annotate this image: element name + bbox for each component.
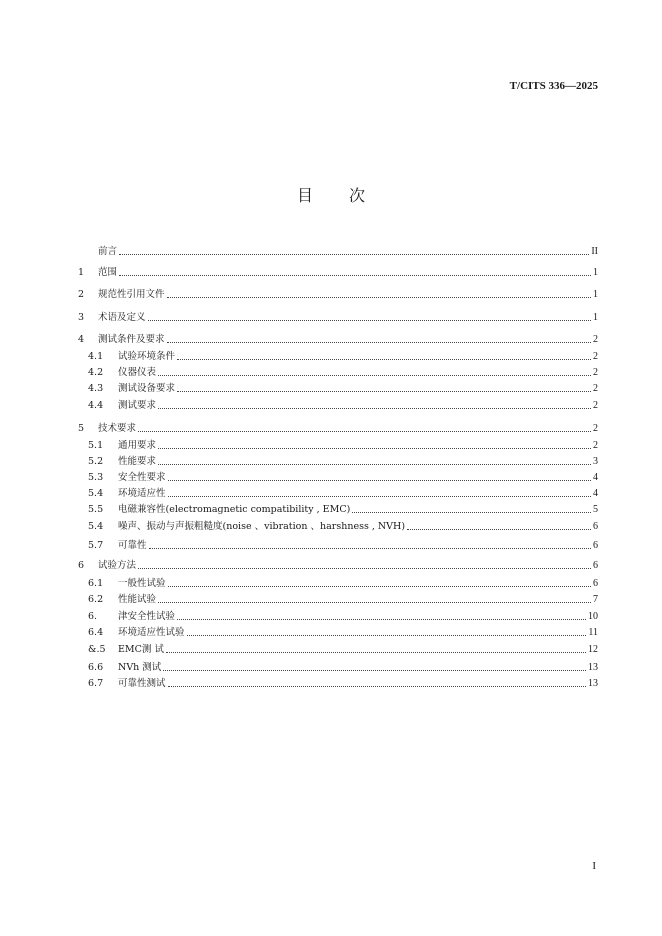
toc-entry[interactable] bbox=[78, 244, 598, 258]
toc-entry[interactable] bbox=[88, 676, 598, 690]
toc-leader-dots bbox=[168, 686, 586, 687]
toc-leader-dots bbox=[138, 431, 591, 432]
toc-leader-dots bbox=[177, 619, 586, 620]
toc-entry-page: 2 bbox=[593, 440, 598, 451]
toc-entry-label: 噪声、振动与声振粗糙度(noise 、vibration 、harshness , NVH) bbox=[118, 521, 406, 532]
toc-entry[interactable] bbox=[88, 642, 598, 656]
toc-entry-number: 5.7 bbox=[88, 540, 104, 551]
toc-entry-page: II bbox=[591, 246, 598, 257]
toc-entry-number: 2 bbox=[78, 289, 85, 300]
toc-leader-dots bbox=[138, 568, 591, 569]
toc-entry[interactable] bbox=[88, 381, 598, 395]
toc-entry-label: 环境适应性 bbox=[118, 488, 166, 499]
toc-entry[interactable] bbox=[88, 349, 598, 363]
toc-entry[interactable] bbox=[88, 625, 598, 639]
toc-leader-dots bbox=[158, 375, 591, 376]
toc-entry-label: 测试设备要求 bbox=[118, 383, 176, 394]
toc-entry[interactable] bbox=[88, 486, 598, 500]
toc-entry-number: 4.3 bbox=[88, 383, 104, 394]
toc-entry-number: 5.5 bbox=[88, 504, 104, 515]
toc-entry-number: 6.4 bbox=[88, 627, 104, 638]
toc-entry-label: 仪器仪表 bbox=[118, 367, 157, 378]
toc-entry-page: 1 bbox=[593, 289, 598, 300]
toc-entry-page: 4 bbox=[593, 488, 598, 499]
toc-leader-dots bbox=[168, 496, 591, 497]
toc-entry-number: 5.4 bbox=[88, 521, 104, 532]
toc-entry-number: 5 bbox=[78, 423, 85, 434]
toc-leader-dots bbox=[119, 275, 591, 276]
toc-leader-dots bbox=[177, 391, 591, 392]
toc-leader-dots bbox=[158, 464, 591, 465]
toc-leader-dots bbox=[158, 408, 591, 409]
toc-entry-number: 6.7 bbox=[88, 678, 104, 689]
toc-entry-label: 范围 bbox=[98, 267, 118, 278]
toc-entry-number: 5.4 bbox=[88, 488, 104, 499]
toc-entry[interactable] bbox=[78, 287, 598, 301]
toc-entry-label: 术语及定义 bbox=[98, 312, 146, 323]
toc-entry[interactable] bbox=[88, 365, 598, 379]
toc-entry-number: 4.1 bbox=[88, 351, 104, 362]
toc-entry-number: 5.2 bbox=[88, 456, 104, 467]
toc-entry-page: 2 bbox=[593, 367, 598, 378]
toc-entry-label: 测试条件及要求 bbox=[98, 334, 165, 345]
toc-title-char-2: 次 bbox=[349, 186, 366, 205]
page-number: I bbox=[592, 860, 596, 872]
toc-entry-number: 6 bbox=[78, 560, 85, 571]
toc-entry-page: 11 bbox=[588, 627, 598, 638]
toc-leader-dots bbox=[167, 297, 591, 298]
toc-entry-number: 3 bbox=[78, 312, 85, 323]
toc-entry[interactable] bbox=[88, 519, 598, 533]
toc-entry-page: 6 bbox=[593, 578, 598, 589]
toc-entry-label: 技术要求 bbox=[98, 423, 137, 434]
toc-entry[interactable] bbox=[88, 454, 598, 468]
toc-entry[interactable] bbox=[78, 265, 598, 279]
toc-entry-label: 可靠性 bbox=[118, 540, 147, 551]
toc-entry-page: 13 bbox=[588, 662, 598, 673]
toc-entry-number: 4.4 bbox=[88, 400, 104, 411]
toc-entry-label: 试验环境条件 bbox=[118, 351, 176, 362]
toc-entry-page: 7 bbox=[593, 594, 598, 605]
toc-entry[interactable] bbox=[78, 421, 598, 435]
toc-leader-dots bbox=[166, 652, 586, 653]
toc-entry[interactable] bbox=[88, 502, 598, 516]
toc-entry[interactable] bbox=[88, 576, 598, 590]
toc-entry[interactable] bbox=[88, 592, 598, 606]
toc-leader-dots bbox=[149, 548, 591, 549]
toc-leader-dots bbox=[167, 342, 591, 343]
toc-entry-page: 10 bbox=[588, 611, 598, 622]
toc-entry[interactable] bbox=[78, 310, 598, 324]
toc-title bbox=[0, 183, 662, 206]
toc-leader-dots bbox=[407, 529, 591, 530]
toc-entry-page: 2 bbox=[593, 400, 598, 411]
toc-entry-page: 2 bbox=[593, 351, 598, 362]
toc-entry-label: 电磁兼容性(electromagnetic compatibility , EMC) bbox=[118, 504, 351, 515]
toc-entry[interactable] bbox=[88, 538, 598, 552]
toc-entry-page: 6 bbox=[593, 540, 598, 551]
toc-entry-page: 2 bbox=[593, 423, 598, 434]
toc-entry-number: 6.1 bbox=[88, 578, 104, 589]
toc-entry[interactable] bbox=[88, 609, 598, 623]
toc-leader-dots bbox=[163, 670, 586, 671]
toc-entry[interactable] bbox=[88, 438, 598, 452]
toc-entry[interactable] bbox=[88, 398, 598, 412]
toc-entry-label: 通用要求 bbox=[118, 440, 157, 451]
standard-number: T/CITS 336—2025 bbox=[509, 80, 598, 92]
toc-entry-number: 6.2 bbox=[88, 594, 104, 605]
toc-entry-page: 1 bbox=[593, 267, 598, 278]
toc-leader-dots bbox=[158, 602, 591, 603]
toc-entry[interactable] bbox=[88, 470, 598, 484]
toc-entry-label: 测试要求 bbox=[118, 400, 157, 411]
toc-leader-dots bbox=[158, 448, 591, 449]
toc-entry-number: 4 bbox=[78, 334, 85, 345]
toc-entry-page: 6 bbox=[593, 560, 598, 571]
toc-entry-label: 性能试验 bbox=[118, 594, 157, 605]
toc-leader-dots bbox=[352, 512, 591, 513]
toc-entry[interactable] bbox=[78, 558, 598, 572]
toc-entry-page: 1 bbox=[593, 312, 598, 323]
toc-entry-label: 规范性引用文件 bbox=[98, 289, 165, 300]
toc-entry-page: 5 bbox=[593, 504, 598, 515]
toc-entry-number: &.5 bbox=[88, 644, 106, 655]
toc-entry-label: 安全性要求 bbox=[118, 472, 166, 483]
toc-entry[interactable] bbox=[88, 660, 598, 674]
toc-leader-dots bbox=[168, 480, 591, 481]
toc-leader-dots bbox=[148, 320, 591, 321]
toc-entry-label: 前言 bbox=[98, 246, 118, 257]
toc-entry-label: 试验方法 bbox=[98, 560, 137, 571]
toc-entry-label: 津安全性试验 bbox=[118, 611, 176, 622]
toc-entry-page: 2 bbox=[593, 383, 598, 394]
toc-entry-number: 5.3 bbox=[88, 472, 104, 483]
toc-entry-number: 4.2 bbox=[88, 367, 104, 378]
toc-entry-page: 13 bbox=[588, 678, 598, 689]
toc-entry-label: 环境适应性试验 bbox=[118, 627, 185, 638]
toc-leader-dots bbox=[187, 635, 587, 636]
toc-entry-number: 5.1 bbox=[88, 440, 104, 451]
toc-entry-label: NVh 测试 bbox=[118, 662, 162, 673]
toc-entry-number: 6. bbox=[88, 611, 98, 622]
toc-entry-page: 4 bbox=[593, 472, 598, 483]
toc-entry-label: EMC测 试 bbox=[118, 644, 164, 655]
toc-entry[interactable] bbox=[78, 332, 598, 346]
toc-entry-page: 12 bbox=[588, 644, 598, 655]
toc-entry-page: 6 bbox=[593, 521, 598, 532]
toc-leader-dots bbox=[119, 254, 589, 255]
toc-title-char-1: 目 bbox=[296, 186, 313, 205]
toc-leader-dots bbox=[168, 586, 591, 587]
toc-entry-page: 3 bbox=[593, 456, 598, 467]
toc-leader-dots bbox=[177, 359, 591, 360]
toc-entry-number: 6.6 bbox=[88, 662, 104, 673]
toc-entry-label: 可靠性测试 bbox=[118, 678, 166, 689]
toc-entry-number: 1 bbox=[78, 267, 85, 278]
toc-entry-label: 一般性试验 bbox=[118, 578, 166, 589]
toc-entry-label: 性能要求 bbox=[118, 456, 157, 467]
toc-entry-page: 2 bbox=[593, 334, 598, 345]
